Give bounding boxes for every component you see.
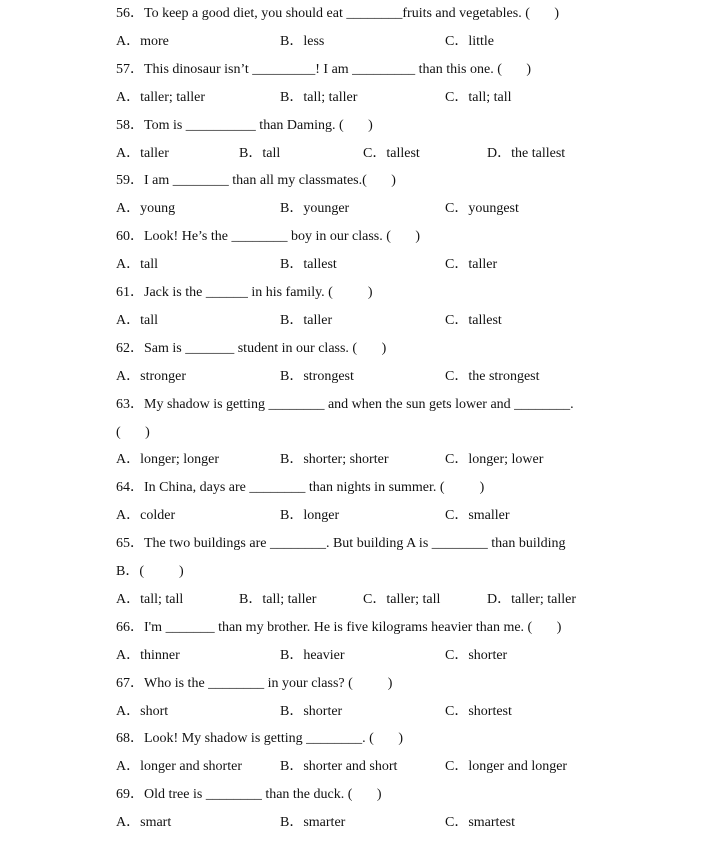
option-text: tall; taller: [303, 89, 358, 105]
option-text: short: [140, 703, 169, 719]
option-text: longer and shorter: [140, 759, 242, 775]
option-letter: B．: [280, 759, 304, 775]
answer-option: [280, 367, 354, 387]
option-text: smart: [140, 815, 172, 831]
option-letter: A．: [116, 815, 141, 831]
answer-option: [487, 590, 576, 610]
option-letter: C．: [445, 703, 469, 719]
answer-option: [445, 813, 515, 833]
option-text: longer; longer: [140, 452, 220, 468]
option-text: smaller: [468, 508, 510, 524]
option-text: the tallest: [511, 145, 566, 161]
option-letter: C．: [445, 89, 469, 105]
option-text: shorter and short: [303, 759, 398, 775]
option-text: taller; taller: [140, 89, 206, 105]
answer-option: [116, 255, 158, 275]
option-letter: B．: [239, 145, 263, 161]
option-letter: A．: [116, 591, 141, 607]
option-text: the strongest: [468, 368, 540, 384]
option-text: smarter: [303, 815, 346, 831]
answer-option: [280, 255, 337, 275]
option-text: younger: [303, 201, 350, 217]
option-letter: B．: [280, 647, 304, 663]
option-letter: A．: [116, 145, 141, 161]
answer-option: [280, 199, 349, 219]
option-letter: A．: [116, 201, 141, 217]
option-letter: A．: [116, 703, 141, 719]
option-text: tall: [140, 257, 159, 273]
answer-option: [280, 32, 324, 52]
question-stem: 61．Jack is the ______ in his family. ( ): [116, 285, 373, 300]
answer-option: [116, 757, 242, 777]
answer-option: [445, 757, 567, 777]
option-text: young: [140, 201, 176, 217]
option-letter: A．: [116, 368, 141, 384]
answer-option: [445, 88, 512, 108]
option-letter: B．: [280, 703, 304, 719]
option-text: tall; tall: [140, 591, 184, 607]
question-stem: 63．My shadow is getting ________ and when the sun gets lower and ________.: [116, 396, 574, 412]
option-letter: B．: [280, 257, 304, 273]
option-letter: B．: [280, 33, 304, 49]
option-text: taller; tall: [386, 591, 441, 607]
answer-option: [116, 367, 186, 387]
option-text: taller; taller: [511, 591, 577, 607]
option-letter: B．: [280, 201, 304, 217]
answer-option: [280, 88, 357, 108]
option-text: more: [140, 33, 169, 49]
option-text: shorter: [303, 703, 343, 719]
option-letter: A．: [116, 647, 141, 663]
question-stem: 67．Who is the ________ in your class? ( ): [116, 675, 393, 691]
option-letter: C．: [445, 452, 469, 468]
option-letter: C．: [445, 759, 469, 775]
option-text: tall: [140, 312, 159, 328]
question-stem-continued: B．( ): [116, 564, 184, 579]
option-text: longer; lower: [468, 452, 544, 468]
answer-option: [116, 813, 171, 833]
answer-option: [363, 590, 440, 610]
option-text: little: [468, 33, 495, 49]
question-stem: 68．Look! My shadow is getting ________. ( ): [116, 731, 403, 747]
option-text: shorter: [468, 647, 508, 663]
answer-option: [280, 450, 389, 470]
option-text: tall; tall: [468, 89, 512, 105]
option-text: longer and longer: [468, 759, 568, 775]
option-letter: C．: [363, 145, 387, 161]
option-letter: C．: [445, 312, 469, 328]
answer-option: [445, 506, 510, 526]
answer-option: [116, 506, 175, 526]
option-text: less: [303, 33, 325, 49]
option-text: colder: [140, 508, 176, 524]
question-stem: 64．In China, days are ________ than nights in summer. ( ): [116, 480, 485, 496]
option-letter: C．: [445, 508, 469, 524]
option-letter: C．: [445, 201, 469, 217]
answer-option: [280, 506, 339, 526]
answer-option: [116, 590, 183, 610]
answer-option: [116, 702, 168, 722]
option-text: shorter; shorter: [303, 452, 389, 468]
option-letter: B．: [239, 591, 263, 607]
question-stem: 65．The two buildings are ________. But building A is ________ than building: [116, 536, 566, 552]
option-text: heavier: [303, 647, 345, 663]
answer-option: [487, 144, 565, 164]
option-letter: C．: [445, 257, 469, 273]
answer-option: [445, 367, 540, 387]
option-text: longer: [303, 508, 340, 524]
question-stem: 58．Tom is __________ than Daming. ( ): [116, 117, 373, 133]
answer-option: [280, 757, 397, 777]
answer-option: [116, 32, 169, 52]
option-letter: A．: [116, 452, 141, 468]
question-stem: 59．I am ________ than all my classmates.( ): [116, 173, 396, 189]
option-letter: B．: [280, 368, 304, 384]
question-stem-continued: ( ): [116, 424, 150, 440]
option-text: youngest: [468, 201, 519, 217]
option-letter: B．: [280, 508, 304, 524]
option-text: strongest: [303, 368, 354, 384]
answer-option: [445, 450, 543, 470]
answer-option: [116, 88, 205, 108]
option-letter: C．: [445, 33, 469, 49]
option-letter: B．: [280, 89, 304, 105]
answer-option: [280, 311, 332, 331]
option-letter: B．: [280, 312, 304, 328]
question-stem: 56．To keep a good diet, you should eat ________fruits and vegetables. ( ): [116, 6, 560, 21]
answer-option: [280, 646, 345, 666]
option-letter: A．: [116, 312, 141, 328]
answer-option: [116, 199, 175, 219]
option-text: tallest: [303, 257, 337, 273]
question-stem: 69．Old tree is ________ than the duck. ( ): [116, 787, 382, 803]
option-text: stronger: [140, 368, 187, 384]
option-letter: A．: [116, 508, 141, 524]
answer-option: [239, 590, 316, 610]
answer-option: [116, 311, 158, 331]
answer-option: [116, 144, 169, 164]
option-letter: C．: [445, 368, 469, 384]
answer-option: [445, 199, 519, 219]
option-letter: A．: [116, 33, 141, 49]
option-text: taller: [303, 312, 333, 328]
question-stem: 62．Sam is _______ student in our class. ( ): [116, 340, 387, 356]
option-text: tallest: [468, 312, 502, 328]
answer-option: [445, 311, 502, 331]
option-letter: B．: [280, 815, 304, 831]
option-text: tallest: [386, 145, 420, 161]
option-text: taller: [140, 145, 169, 161]
answer-option: [116, 646, 180, 666]
option-text: taller: [468, 257, 498, 273]
option-letter: A．: [116, 89, 141, 105]
question-stem: 60．Look! He’s the ________ boy in our class. ( ): [116, 229, 421, 245]
option-letter: B．: [280, 452, 304, 468]
answer-option: [239, 144, 280, 164]
answer-option: [280, 813, 345, 833]
option-letter: C．: [445, 647, 469, 663]
option-letter: D．: [487, 591, 512, 607]
question-stem: 57．This dinosaur isn’t _________! I am _________ than this one. ( ): [116, 61, 532, 77]
answer-option: [445, 255, 497, 275]
answer-option: [280, 702, 342, 722]
answer-option: [445, 702, 512, 722]
option-letter: D．: [487, 145, 512, 161]
option-text: tall; taller: [262, 591, 317, 607]
option-text: shortest: [468, 703, 512, 719]
answer-option: [445, 32, 494, 52]
option-letter: C．: [445, 815, 469, 831]
question-stem: 66．I'm _______ than my brother. He is five kilograms heavier than me. ( ): [116, 619, 562, 635]
option-text: tall: [262, 145, 281, 161]
option-text: thinner: [140, 647, 180, 663]
answer-option: [116, 450, 219, 470]
option-letter: C．: [363, 591, 387, 607]
answer-option: [363, 144, 420, 164]
option-letter: A．: [116, 759, 141, 775]
option-letter: A．: [116, 257, 141, 273]
answer-option: [445, 646, 507, 666]
option-text: smartest: [468, 815, 515, 831]
